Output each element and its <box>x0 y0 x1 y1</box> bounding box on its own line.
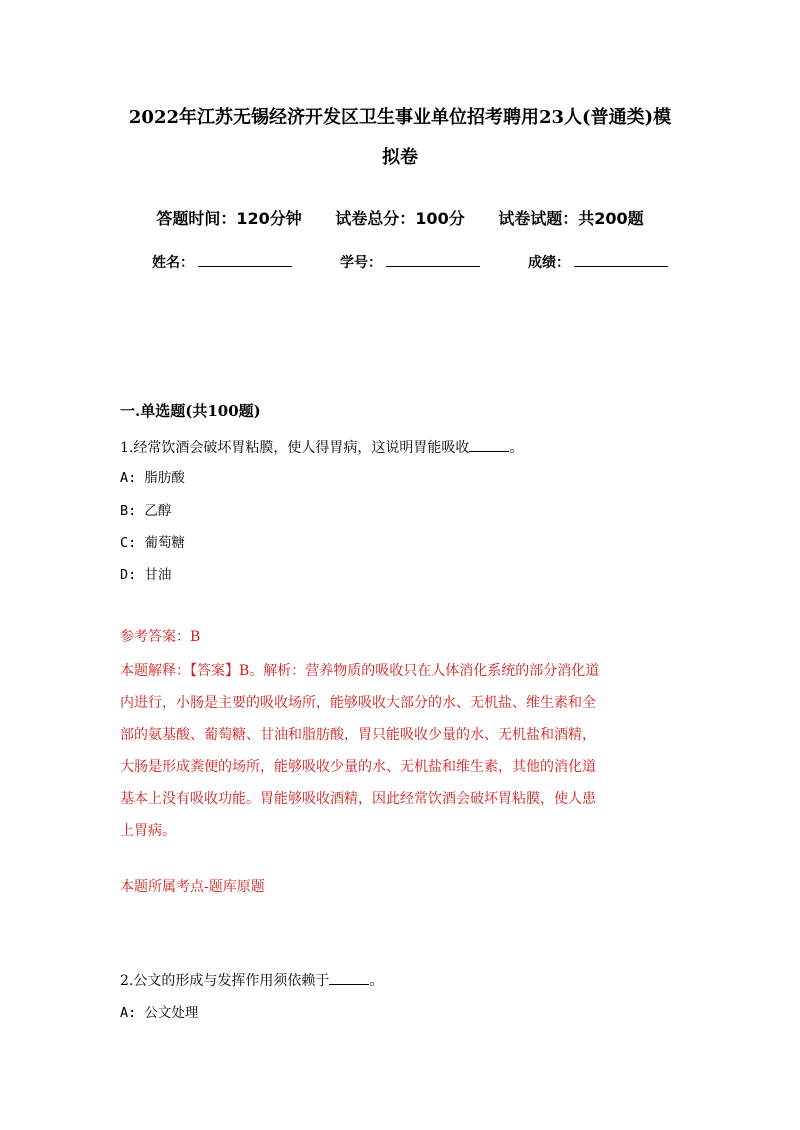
question-2-blank <box>329 970 369 985</box>
exam-total-score: 试卷总分：100分 <box>335 209 465 228</box>
question-2-stem <box>120 970 383 991</box>
explanation-line: 大肠是形成粪便的场所，能够吸收少量的水、无机盐和维生素，其他的消化道 <box>120 759 596 775</box>
exam-time: 答题时间：120分钟 <box>156 209 302 228</box>
question-1-option-a: A: 脂肪酸 <box>120 470 185 486</box>
question-2-text: 2.公文的形成与发挥作用须依赖于 <box>120 973 330 989</box>
score-blank <box>574 252 668 267</box>
question-1-topic: 本题所属考点-题库原题 <box>120 879 265 895</box>
name-label: 姓名： <box>152 255 194 271</box>
question-1-blank <box>469 437 509 452</box>
score-label: 成绩： <box>528 255 570 271</box>
student-id-field <box>340 252 480 273</box>
question-1-stem <box>120 437 523 458</box>
student-id-blank <box>386 252 480 267</box>
exam-question-count: 试卷试题：共200题 <box>498 209 644 228</box>
name-blank <box>198 252 292 267</box>
question-1-explanation <box>120 655 680 847</box>
exam-meta <box>0 207 800 231</box>
explanation-line: 内进行，小肠是主要的吸收场所，能够吸收大部分的水、无机盐、维生素和全 <box>120 695 596 711</box>
name-field <box>152 252 292 273</box>
question-1-option-c: C: 葡萄糖 <box>120 535 185 551</box>
question-1-text: 1.经常饮酒会破坏胃粘膜，使人得胃病，这说明胃能吸收 <box>120 440 470 456</box>
question-1-end: 。 <box>509 440 524 456</box>
explanation-line: 部的氨基酸、葡萄糖、甘油和脂肪酸，胃只能吸收少量的水、无机盐和酒精， <box>120 727 596 743</box>
explanation-line: 基本上没有吸收功能。胃能够吸收酒精，因此经常饮酒会破坏胃粘膜，使人患 <box>120 791 596 807</box>
score-field <box>528 252 668 273</box>
explanation-line: 上胃病。 <box>120 823 176 839</box>
question-1-option-d: D: 甘油 <box>120 567 172 583</box>
question-1-option-b: B: 乙醇 <box>120 503 172 519</box>
question-1-answer: 参考答案：B <box>120 629 201 645</box>
question-2-end: 。 <box>369 973 384 989</box>
question-2-option-a: A: 公文处理 <box>120 1005 199 1021</box>
explanation-line: 本题解释：【答案】B。解析：营养物质的吸收只在人体消化系统的部分消化道 <box>120 663 600 679</box>
section-heading: 一.单选题(共100题) <box>120 402 261 420</box>
exam-title-line1: 2022年江苏无锡经济开发区卫生事业单位招考聘用23人(普通类)模 <box>128 107 672 128</box>
exam-title-line2: 拟卷 <box>382 147 418 168</box>
student-id-label: 学号： <box>340 255 382 271</box>
